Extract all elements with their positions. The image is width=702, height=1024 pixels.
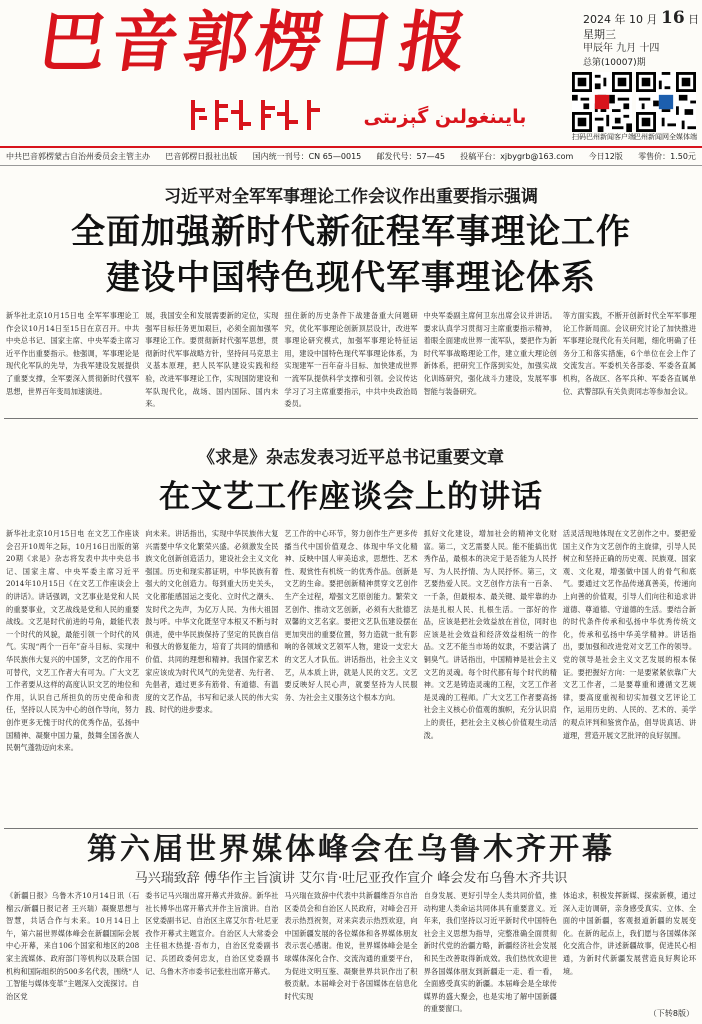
story3-body: [6, 890, 696, 1020]
publication-info-strip: [0, 146, 702, 166]
section-divider: [4, 828, 698, 829]
story1-column: 展，我国安全和发展需要新的定位，实现强军目标任务更加艰巨，必须全面加强军事理论工作。要贯彻新时代强军思想，贯彻新时代军事战略方针，坚持问马克思主义基本原理，把人民军队建设实践和经验，改进军事理论工作，实现国防建设和军队现代化，战场、国内国际、国内未来。: [145, 311, 279, 409]
story2-column: 活灵活现地体现在文艺创作之中。要把爱国主义作为文艺创作的主旋律，引导人民树立和坚持正确的历史观、民族观、国家观、文化观，增强做中国人的骨气和底气。要通过文艺作品传递真善美，传递向上向善的价值观，引导人们向往和追求讲道德、尊道德、守道德的生活。要结合新的时代条件传承和弘扬中华优秀传统文化，传承和弘扬中华美学精神。讲话指出，要加强和改进党对文艺工作的领导。党的领导是社会主义文艺发展的根本保证。要把握好方向：一是要紧紧依靠广大文艺工作者，二是要尊重和遵循文艺规律，要高度重视和切实加强文艺评论工作，运用历史的、人民的、艺术的、美学的观点评判和鉴赏作品，倡导说真话、讲道理，营造开展文艺批评的良好氛围。: [562, 529, 696, 740]
uyghur-title-text: بايىنغولىن گېزىتى: [363, 106, 527, 128]
date-block: [583, 8, 698, 68]
date-prefix: 2024 年 10 月: [583, 13, 658, 26]
story3-column: 自身发展、更好引导全人类共同价值，推动构建人类命运共同体具有重要意义。近年来，我们坚持以习近平新时代中国特色社会主义思想为指导，完整准确全面贯彻新时代党的治疆方略，新疆经济社会发展和民生改善取得新成效。我们热忱欢迎世界各国媒体朋友到新疆走一走、看一看，全面感受真实的新疆。本届峰会是全球传媒界的盛大聚会，也是实地了解中国新疆的重要窗口。: [423, 891, 557, 1014]
story3-subhead: 马兴瑞致辞 傅华作主旨演讲 艾尔肯·吐尼亚孜作宣介 峰会发布乌鲁木齐共识: [134, 871, 568, 886]
publication-date: [583, 8, 698, 28]
date-day: 16: [660, 8, 685, 28]
story1-column: 扭住新的历史条件下战建备重大问题研究，优化军事理论创新顶层设计，改进军事理论研究模式，加强军事理论特征运用，建设中国特色现代军事理论体系，为实现建军一百年奋斗目标、加快建成世界一流军队提供科学支撑和引领。会议传达学习了习主席重要指示，中共中央政治局委员。: [284, 311, 418, 409]
continued-on-page[interactable]: （下转8版）: [646, 1008, 694, 1019]
page-count: 今日12版: [588, 152, 623, 161]
story3-column: 《新疆日报》乌鲁木齐10月14日讯（石榴云/新疆日报记者 王兴瑞）凝聚思想与智慧，共话合作与未来。10月14日上午，第六届世界媒体峰会在新疆国际会展中心开幕，来自106个国家和地区的208家主流媒体、政府部门等机构以及联合国机构和国际组织的500多名代表，围绕“人工智能与媒体变革”主题深入交流探讨。自治区党: [6, 891, 140, 1001]
story1-column: 等方面实践，不断开创新时代全军军事理论工作新局面。会议研究讨论了加快推进军事理论现代化有关问题，细化明确了任务分工和落实措施，6个单位在会上作了交流发言。军委机关各部委、军委各直属机构，各战区、各军兵种、军委各直属单位、武警部队有关负责同志等参加会议。: [562, 311, 696, 396]
masthead: [0, 0, 702, 150]
qr-code-left[interactable]: [572, 72, 632, 132]
story2-body: [6, 528, 696, 825]
cn-number: 国内统一刊号：CN 65—0015: [252, 152, 362, 161]
story2-column: 新华社北京10月15日电 在文艺工作座谈会召开10周年之际，10月16日出版的第20期《求是》杂志将发表中共中央总书记、国家主席、中央军委主席习近平2014年10月15日《在文艺工作座谈会上的讲话》。讲话强调，文艺事业是党和人民的重要事业，文艺战线是党和人民的重要战线。文艺是时代前进的号角，最能代表一个时代的风貌，最能引领一个时代的风气。实现“两个一百年”奋斗目标、实现中华民族伟大复兴的中国梦，文艺的作用不可替代，文艺工作者大有可为。广大文艺工作者要从这样的高度认识文艺的地位和作用，认识自己所担负的历史使命和责任，坚持以人民为中心的创作导向，努力创作更多无愧于时代的优秀作品，弘扬中国精神、凝聚中国力量，鼓舞全国各族人民朝气蓬勃迈向未来。: [6, 529, 140, 753]
story2-kicker: 《求是》杂志发表习近平总书记重要文章: [198, 448, 504, 468]
qr-left-caption: 扫码巴州新闻客户端: [572, 133, 635, 141]
retail-price: 零售价：1.50元: [638, 152, 696, 161]
qr-code-right[interactable]: [636, 72, 696, 132]
story2-column: 向未来。讲话指出，实现中华民族伟大复兴需要中华文化繁荣兴盛。必须激发全民族文化创新创造活力，建设社会主义文化强国。历史和现实都证明，中华民族有着强大的文化创造力。每到重大历史关头，文化都能感国运之变化、立时代之潮头、发时代之先声，为亿万人民、为伟大祖国鼓与呼。中华文化既坚守本根又不断与时俱进，使中华民族保持了坚定的民族自信和强大的修复能力，培育了共同的情感和价值、共同的理想和精神。我国作家艺术家应该成为时代风气的先觉者、先行者、先倡者，通过更多有筋骨、有道德、有温度的文艺作品，书写和记录人民的伟大实践、时代的进步要求。: [145, 529, 279, 715]
story3-column: 委书记马兴瑞出席开幕式并致辞。新华社社长傅华出席开幕式并作主旨演讲。自治区党委副书记、自治区主席艾尔肯·吐尼亚孜作开幕式主题宣介。自治区人大常委会主任祖木热提·吾布力，自治区党委副书记、兵团政委何忠友，自治区党委副书记、乌鲁木齐市委书记张柱出席开幕式。: [145, 891, 279, 976]
story1-body: [6, 310, 696, 416]
publisher-text: 巴音郭楞日报社出版: [165, 152, 238, 161]
newspaper-logo: 巴音郭楞日报: [34, 3, 478, 81]
sponsor-text: 中共巴音郭楞蒙古自治州委员会主管主办: [6, 152, 150, 161]
story3-headline[interactable]: 第六届世界媒体峰会在乌鲁木齐开幕: [87, 832, 615, 867]
issue-number: 总第(10007)期: [583, 58, 646, 68]
section-divider: [4, 418, 698, 419]
story1-headline-line2[interactable]: 建设中国特色现代军事理论体系: [106, 258, 596, 298]
mongolian-script-logo: [185, 96, 325, 134]
story2-headline[interactable]: 在文艺工作座谈会上的讲话: [159, 479, 543, 515]
postal-code: 邮发代号：57—45: [376, 152, 445, 161]
story3-column: 体追求，积极发挥新媒、探索新模，通过深入走访调研，亲身感受真实、立体、全面的中国新疆，客观报道新疆的发展变化。在新的起点上，我们愿与各国媒体深化交流合作，讲述新疆故事，促进民心相通，为新时代新疆发展营造良好舆论环境。: [562, 891, 696, 976]
weekday: 星期三: [583, 28, 616, 41]
story2-column: 艺工作的中心环节，努力创作生产更多传播当代中国价值观念、体现中华文化精神、反映中国人审美追求，思想性、艺术性、观赏性有机统一的优秀作品。创新是文艺的生命。要把创新精神贯穿文艺创作生产全过程，增强文艺原创能力。繁荣文艺创作、推动文艺创新，必须有大批德艺双馨的文艺名家。要把文艺队伍建设摆在更加突出的重要位置，努力造就一批有影响的各领域文艺领军人物，建设一支宏大的文艺人才队伍。讲话指出，社会主义文艺，从本质上讲，就是人民的文艺。文艺要反映好人民心声，就要坚持为人民服务、为社会主义服务这个根本方向。: [284, 529, 418, 702]
story1-column: 中央军委副主席何卫东出席会议并讲话。要求认真学习贯彻习主席重要指示精神，着眼全面建成世界一流军队，要把作为新时代军事战略理论工作，建立重大理论创新体系，把研究工作落到实处，加强实战化训练研究，强化战斗力建设，发展军事智能与装备研究。: [423, 311, 557, 396]
story2-column: 抓好文化建设，增加社会的精神文化财富。第二，文艺需要人民。能不能搞出优秀作品，最根本的决定于是否能为人民抒写、为人民抒情、为人民抒怀。第三，文艺要热爱人民。文艺创作方法有一百条、一千条，但最根本、最关键、最牢靠的办法是扎根人民、扎根生活。一部好的作品，应该是把社会效益放在首位，同时也应该是社会效益和经济效益相统一的作品。文艺不能当市场的奴隶，不要沾满了铜臭气。讲话指出，中国精神是社会主义文艺的灵魂。每个时代都有每个时代的精神。文艺是铸造灵魂的工程，文艺工作者是灵魂的工程师。广大文艺工作者要高扬社会主义核心价值观的旗帜，充分认识肩上的责任，把社会主义核心价值观生动活泼。: [423, 529, 557, 740]
lunar-date: 甲辰年 九月 十四: [583, 43, 660, 54]
uyghur-script-logo: [360, 102, 530, 132]
story3-column: 马兴瑞在致辞中代表中共新疆维吾尔自治区委员会和自治区人民政府，对峰会召开表示热烈祝贺，对来宾表示热烈欢迎，向中国新疆发展的各位媒体和各界媒体朋友表示衷心感谢。他说，世界媒体峰会是全球媒体深化合作、交流沟通的重要平台，为促进文明互鉴、凝聚世界共识作出了积极贡献。本届峰会对于各国媒体在信息化时代实现: [284, 891, 418, 1001]
story1-kicker: 习近平对全军军事理论工作会议作出重要指示强调: [164, 187, 538, 207]
submission-email[interactable]: 投稿平台：xjbygrb@163.com: [460, 152, 574, 161]
qr-right-caption: 巴州新闻网全媒体端: [634, 133, 697, 141]
story1-column: 新华社北京10月15日电 全军军事理论工作会议10月14日至15日在京召开。中共中央总书记、国家主席、中央军委主席习近平作出重要指示。他强调，军事理论是现代化军队的先导，为我军建设发展提供了重要支撑，全军要深入贯彻新时代强军思想，世界百年变局加速演进。: [6, 311, 140, 396]
date-suffix: 日: [688, 13, 700, 26]
story1-headline-line1[interactable]: 全面加强新时代新征程军事理论工作: [71, 212, 631, 252]
